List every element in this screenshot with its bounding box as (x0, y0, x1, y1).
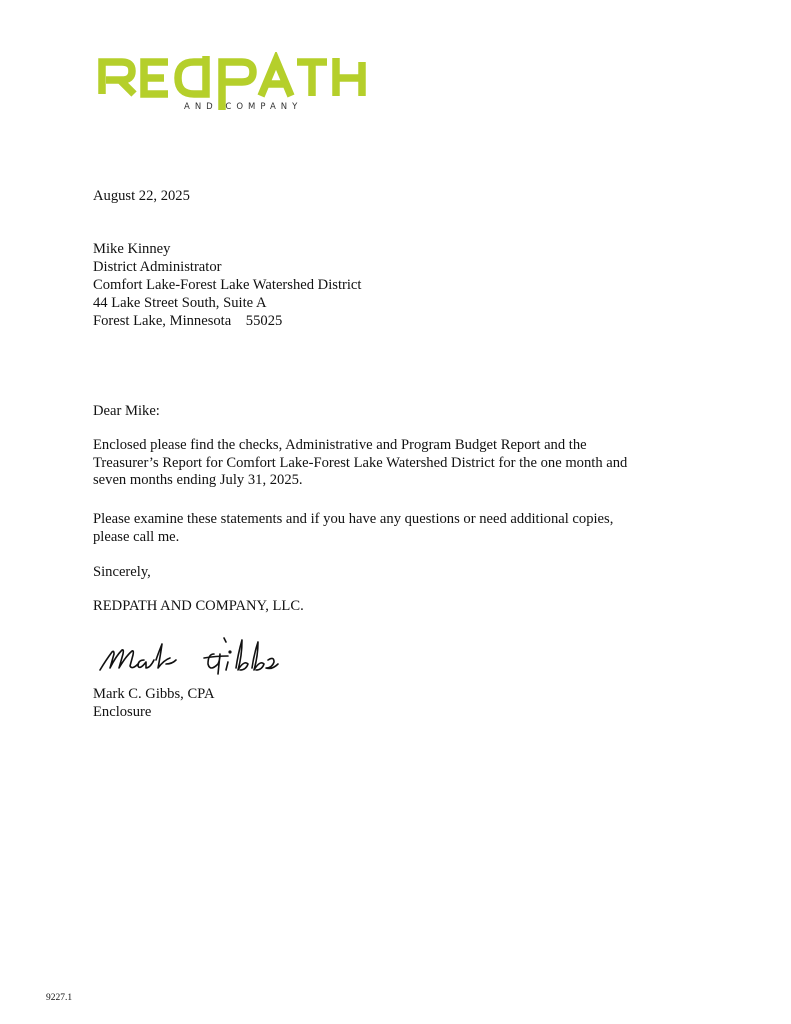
body-line: please call me. (93, 528, 180, 545)
body-line: Enclosed please find the checks, Administrative and Program Budget Report and the (93, 437, 587, 453)
body-paragraph-2 (93, 510, 613, 545)
signer-block (93, 685, 215, 720)
recipient-name: Mike Kinney (93, 241, 171, 257)
body-line: Treasurer’s Report for Comfort Lake-Forest Lake Watershed District for the one month and (93, 454, 628, 471)
recipient-address (93, 240, 361, 330)
recipient-street: 44 Lake Street South, Suite A (93, 295, 267, 311)
recipient-city-state-zip: Forest Lake, Minnesota 55025 (93, 313, 283, 329)
firm-name: REDPATH AND COMPANY, LLC. (93, 598, 304, 614)
body-paragraph-1 (93, 436, 627, 489)
body-line: seven months ending July 31, 2025. (93, 472, 303, 488)
logo-subtitle: AND COMPANY (184, 102, 303, 112)
recipient-organization: Comfort Lake-Forest Lake Watershed District (93, 277, 362, 293)
body-line: Please examine these statements and if you have any questions or need additional copies, (93, 511, 614, 527)
salutation: Dear Mike: (93, 403, 160, 419)
handwritten-signature (96, 630, 296, 684)
document-code: 9227.1 (46, 993, 73, 1003)
recipient-title: District Administrator (93, 259, 222, 275)
redpath-logo (98, 52, 398, 120)
enclosure-note: Enclosure (93, 703, 152, 720)
signer-name: Mark C. Gibbs, CPA (93, 686, 215, 702)
letter-date: August 22, 2025 (93, 188, 190, 204)
closing: Sincerely, (93, 564, 151, 580)
